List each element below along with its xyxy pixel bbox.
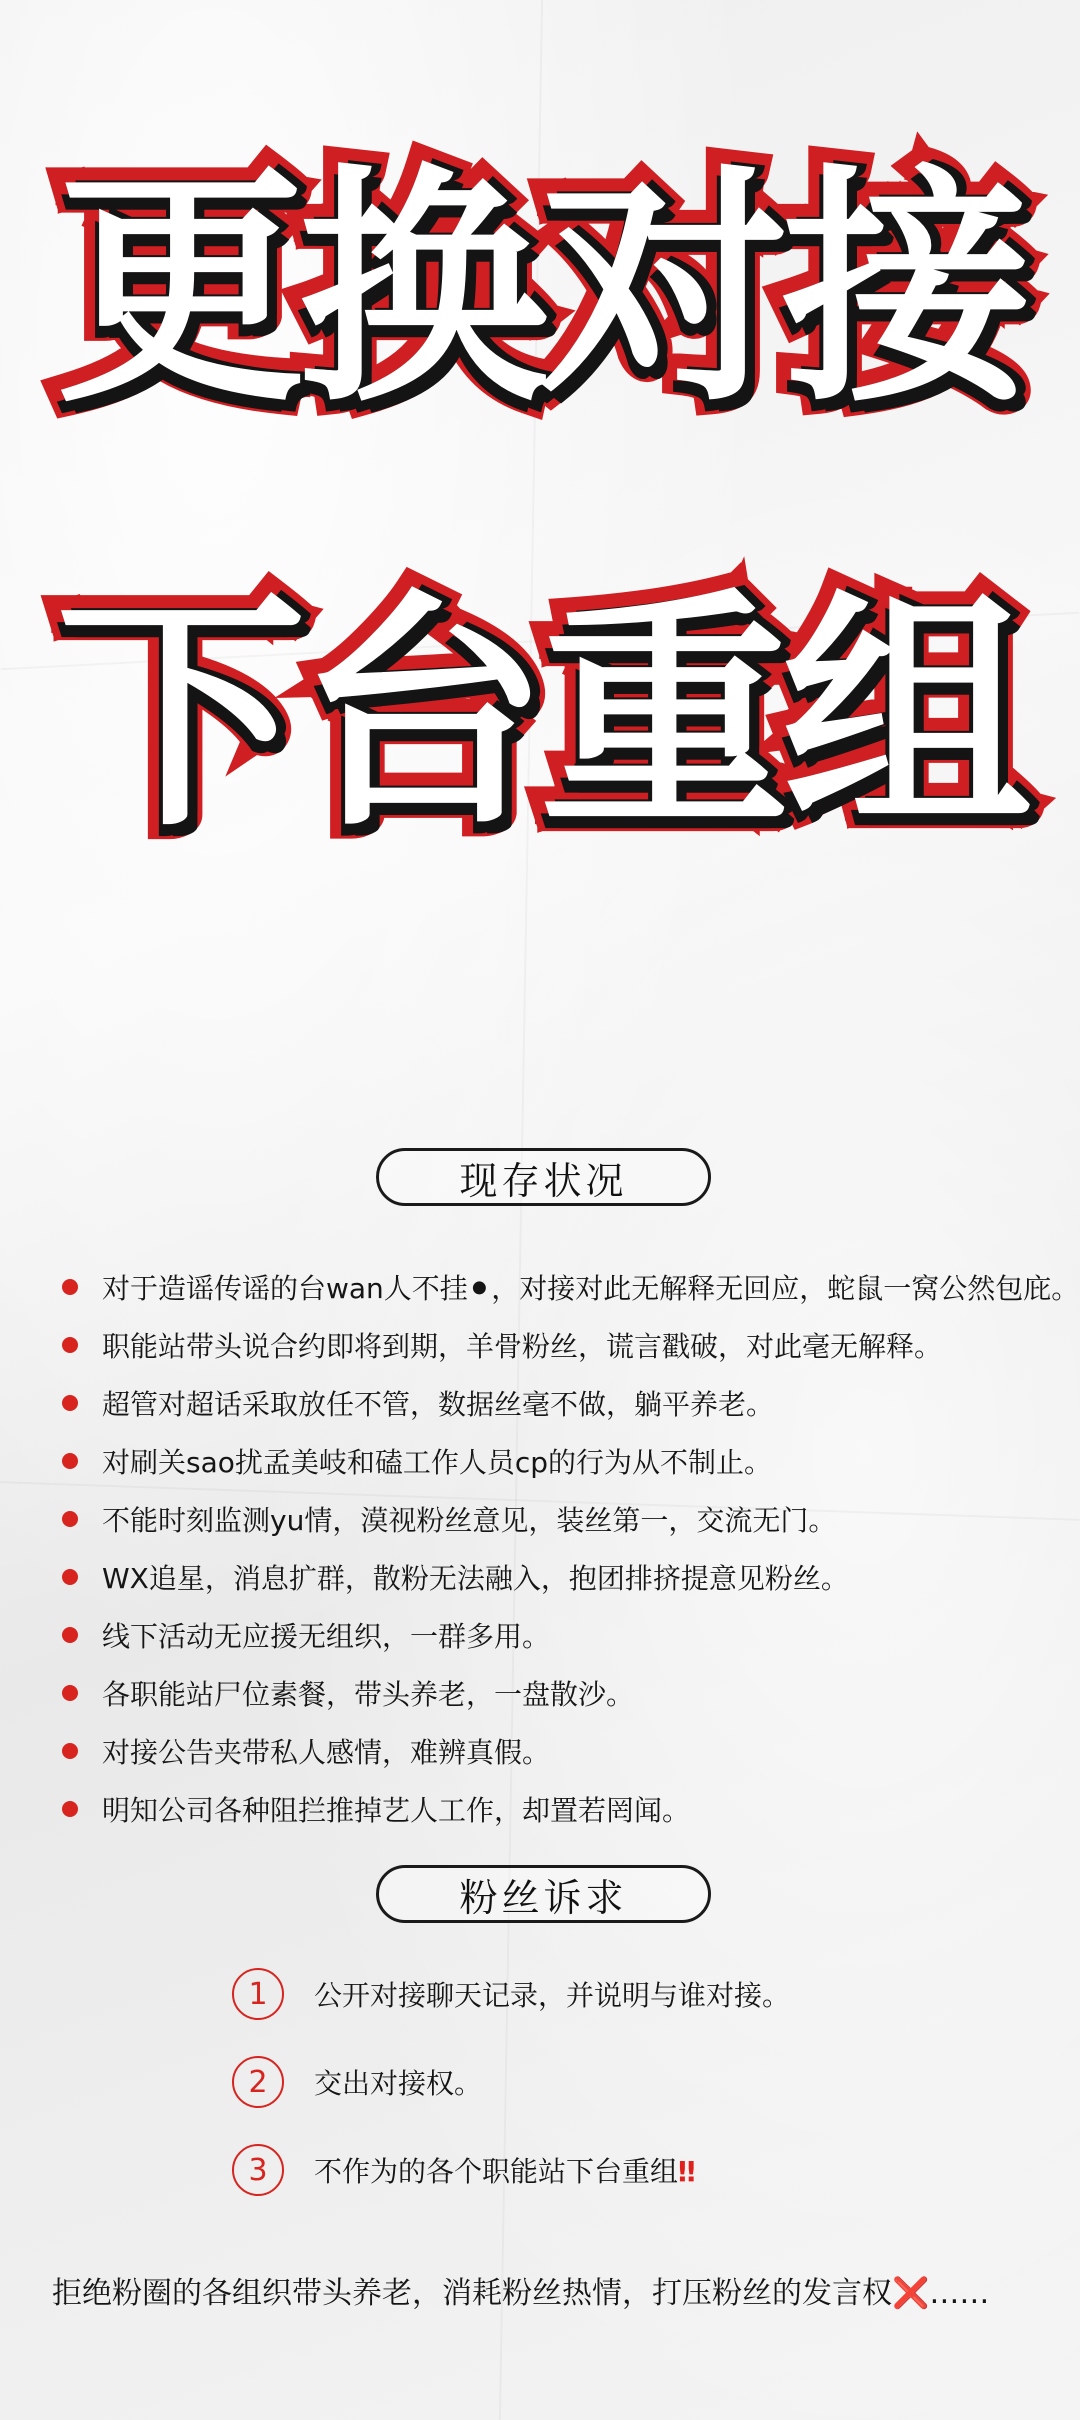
bullet-icon [62,1395,78,1411]
issue-text: 对于造谣传谣的台wan人不挂⚫，对接对此无解释无回应，蛇鼠一窝公然包庇。 [102,1272,1080,1305]
section-title-demands: 粉丝诉求 [376,1865,711,1923]
demand-text: 不作为的各个职能站下台重组‼ [314,2155,696,2188]
footer-ellipsis: …… [929,2276,990,2311]
circled-number-icon: 3 [232,2144,284,2196]
bullet-icon [62,1627,78,1643]
list-item [62,1490,1062,1548]
list-item [62,1722,1062,1780]
list-item [62,1432,1062,1490]
bullet-icon [62,1279,78,1295]
bullet-icon [62,1743,78,1759]
headline-line-2: 下台重组 [56,569,1024,860]
issue-text: 不能时刻监测yu情，漠视粉丝意见，装丝第一，交流无门。 [102,1504,837,1537]
bullet-icon [62,1685,78,1701]
issue-text: 各职能站尸位素餐，带头养老，一盘散沙。 [102,1678,635,1711]
demand-text: 交出对接权。 [314,2067,483,2100]
circled-number-icon: 1 [232,1968,284,2020]
footer-text: 拒绝粉圈的各组织带头养老，消耗粉丝热情，打压粉丝的发言权 [52,2276,892,2311]
circled-number-icon: 2 [232,2056,284,2108]
demand-list [232,1950,1032,2214]
issue-text: 对刷关sao扰孟美岐和磕工作人员cp的行为从不制止。 [102,1446,773,1479]
list-item [62,1780,1062,1838]
bullet-icon [62,1569,78,1585]
issue-text: 明知公司各种阻拦推掉艺人工作，却置若罔闻。 [102,1794,691,1827]
list-item [62,1664,1062,1722]
list-item [62,1548,1062,1606]
issue-text: 线下活动无应援无组织，一群多用。 [102,1620,551,1653]
double-exclamation-icon: ‼ [678,2155,696,2188]
demand-text: 公开对接聊天记录，并说明与谁对接。 [314,1979,791,2012]
bullet-icon [62,1337,78,1353]
footer-statement [52,2268,1072,2312]
headline-line-1: 更换对接 [56,144,1024,435]
section-title-situation: 现存状况 [376,1148,711,1206]
issue-text: WX追星，消息扩群，散粉无法融入，抱团排挤提意见粉丝。 [102,1562,849,1595]
issue-text: 对接公告夹带私人感情，难辨真假。 [102,1736,551,1769]
list-item [62,1606,1062,1664]
bullet-icon [62,1453,78,1469]
issue-text: 超管对超话采取放任不管，数据丝毫不做，躺平养老。 [102,1388,775,1421]
list-item [232,2038,1032,2126]
issue-text: 职能站带头说合约即将到期，羊骨粉丝，谎言戳破，对此毫无解释。 [102,1330,943,1363]
bullet-icon [62,1801,78,1817]
list-item [62,1316,1062,1374]
list-item [62,1374,1062,1432]
issue-list [62,1258,1080,1838]
list-item [232,1950,1032,2038]
cross-mark-icon: ❌ [892,2276,930,2311]
list-item [232,2126,1032,2214]
bullet-icon [62,1511,78,1527]
list-item [62,1258,1080,1316]
